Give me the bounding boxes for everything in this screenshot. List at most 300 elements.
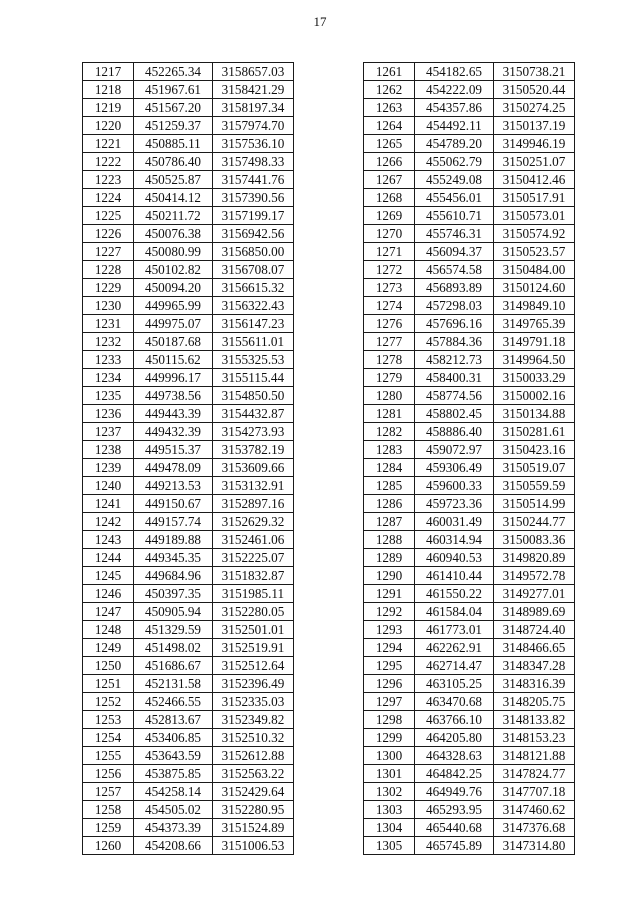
x-coordinate-cell: 450115.62 bbox=[134, 351, 213, 369]
table-row bbox=[364, 585, 575, 603]
table-row bbox=[83, 207, 294, 225]
y-coordinate-cell: 3147314.80 bbox=[494, 837, 575, 855]
y-coordinate-cell: 3150002.16 bbox=[494, 387, 575, 405]
point-number-cell: 1296 bbox=[364, 675, 415, 693]
table-row bbox=[364, 81, 575, 99]
page-number: 17 bbox=[313, 14, 327, 29]
table-row bbox=[364, 441, 575, 459]
point-number-cell: 1258 bbox=[83, 801, 134, 819]
y-coordinate-cell: 3147460.62 bbox=[494, 801, 575, 819]
point-number-cell: 1221 bbox=[83, 135, 134, 153]
y-coordinate-cell: 3156708.07 bbox=[213, 261, 294, 279]
x-coordinate-cell: 464205.80 bbox=[415, 729, 494, 747]
point-number-cell: 1279 bbox=[364, 369, 415, 387]
table-row bbox=[83, 135, 294, 153]
x-coordinate-cell: 459306.49 bbox=[415, 459, 494, 477]
point-number-cell: 1233 bbox=[83, 351, 134, 369]
y-coordinate-cell: 3156147.23 bbox=[213, 315, 294, 333]
table-row bbox=[83, 621, 294, 639]
x-coordinate-cell: 457884.36 bbox=[415, 333, 494, 351]
point-number-cell: 1288 bbox=[364, 531, 415, 549]
table-row bbox=[83, 783, 294, 801]
table-row bbox=[364, 333, 575, 351]
y-coordinate-cell: 3150137.19 bbox=[494, 117, 575, 135]
y-coordinate-cell: 3148724.40 bbox=[494, 621, 575, 639]
table-row bbox=[364, 225, 575, 243]
table-row bbox=[83, 171, 294, 189]
x-coordinate-cell: 449432.39 bbox=[134, 423, 213, 441]
y-coordinate-cell: 3148989.69 bbox=[494, 603, 575, 621]
x-coordinate-cell: 450905.94 bbox=[134, 603, 213, 621]
coordinates-table-right bbox=[363, 62, 575, 855]
x-coordinate-cell: 453875.85 bbox=[134, 765, 213, 783]
table-row bbox=[364, 351, 575, 369]
x-coordinate-cell: 451686.67 bbox=[134, 657, 213, 675]
y-coordinate-cell: 3149964.50 bbox=[494, 351, 575, 369]
point-number-cell: 1247 bbox=[83, 603, 134, 621]
table-row bbox=[83, 747, 294, 765]
point-number-cell: 1237 bbox=[83, 423, 134, 441]
point-number-cell: 1266 bbox=[364, 153, 415, 171]
point-number-cell: 1231 bbox=[83, 315, 134, 333]
table-row bbox=[83, 333, 294, 351]
y-coordinate-cell: 3150083.36 bbox=[494, 531, 575, 549]
y-coordinate-cell: 3150519.07 bbox=[494, 459, 575, 477]
point-number-cell: 1290 bbox=[364, 567, 415, 585]
y-coordinate-cell: 3152429.64 bbox=[213, 783, 294, 801]
y-coordinate-cell: 3149849.10 bbox=[494, 297, 575, 315]
y-coordinate-cell: 3153782.19 bbox=[213, 441, 294, 459]
x-coordinate-cell: 455610.71 bbox=[415, 207, 494, 225]
table-row bbox=[83, 81, 294, 99]
table-row bbox=[364, 135, 575, 153]
x-coordinate-cell: 450102.82 bbox=[134, 261, 213, 279]
point-number-cell: 1250 bbox=[83, 657, 134, 675]
table-row bbox=[83, 261, 294, 279]
point-number-cell: 1276 bbox=[364, 315, 415, 333]
point-number-cell: 1222 bbox=[83, 153, 134, 171]
table-row bbox=[364, 243, 575, 261]
point-number-cell: 1236 bbox=[83, 405, 134, 423]
table-row bbox=[364, 153, 575, 171]
x-coordinate-cell: 454258.14 bbox=[134, 783, 213, 801]
y-coordinate-cell: 3156850.00 bbox=[213, 243, 294, 261]
point-number-cell: 1260 bbox=[83, 837, 134, 855]
table-row bbox=[83, 585, 294, 603]
x-coordinate-cell: 450885.11 bbox=[134, 135, 213, 153]
y-coordinate-cell: 3150514.99 bbox=[494, 495, 575, 513]
table-row bbox=[83, 693, 294, 711]
table-row bbox=[364, 63, 575, 81]
x-coordinate-cell: 449213.53 bbox=[134, 477, 213, 495]
table-row bbox=[364, 279, 575, 297]
y-coordinate-cell: 3150523.57 bbox=[494, 243, 575, 261]
point-number-cell: 1293 bbox=[364, 621, 415, 639]
y-coordinate-cell: 3150559.59 bbox=[494, 477, 575, 495]
x-coordinate-cell: 450397.35 bbox=[134, 585, 213, 603]
point-number-cell: 1277 bbox=[364, 333, 415, 351]
point-number-cell: 1228 bbox=[83, 261, 134, 279]
point-number-cell: 1232 bbox=[83, 333, 134, 351]
point-number-cell: 1264 bbox=[364, 117, 415, 135]
table-row bbox=[83, 729, 294, 747]
x-coordinate-cell: 454182.65 bbox=[415, 63, 494, 81]
x-coordinate-cell: 453643.59 bbox=[134, 747, 213, 765]
y-coordinate-cell: 3154850.50 bbox=[213, 387, 294, 405]
table-row bbox=[364, 261, 575, 279]
table-row bbox=[83, 387, 294, 405]
table-row bbox=[83, 603, 294, 621]
y-coordinate-cell: 3148133.82 bbox=[494, 711, 575, 729]
x-coordinate-cell: 461584.04 bbox=[415, 603, 494, 621]
table-row bbox=[364, 747, 575, 765]
point-number-cell: 1259 bbox=[83, 819, 134, 837]
point-number-cell: 1254 bbox=[83, 729, 134, 747]
y-coordinate-cell: 3158197.34 bbox=[213, 99, 294, 117]
x-coordinate-cell: 451329.59 bbox=[134, 621, 213, 639]
y-coordinate-cell: 3149277.01 bbox=[494, 585, 575, 603]
y-coordinate-cell: 3150484.00 bbox=[494, 261, 575, 279]
x-coordinate-cell: 461410.44 bbox=[415, 567, 494, 585]
point-number-cell: 1305 bbox=[364, 837, 415, 855]
x-coordinate-cell: 456893.89 bbox=[415, 279, 494, 297]
y-coordinate-cell: 3147376.68 bbox=[494, 819, 575, 837]
point-number-cell: 1284 bbox=[364, 459, 415, 477]
y-coordinate-cell: 3156615.32 bbox=[213, 279, 294, 297]
point-number-cell: 1273 bbox=[364, 279, 415, 297]
x-coordinate-cell: 463105.25 bbox=[415, 675, 494, 693]
table-row bbox=[83, 675, 294, 693]
table-row bbox=[83, 297, 294, 315]
y-coordinate-cell: 3150574.92 bbox=[494, 225, 575, 243]
table-row bbox=[364, 495, 575, 513]
y-coordinate-cell: 3158421.29 bbox=[213, 81, 294, 99]
x-coordinate-cell: 454222.09 bbox=[415, 81, 494, 99]
x-coordinate-cell: 464842.25 bbox=[415, 765, 494, 783]
x-coordinate-cell: 460314.94 bbox=[415, 531, 494, 549]
x-coordinate-cell: 454789.20 bbox=[415, 135, 494, 153]
point-number-cell: 1245 bbox=[83, 567, 134, 585]
y-coordinate-cell: 3151985.11 bbox=[213, 585, 294, 603]
point-number-cell: 1238 bbox=[83, 441, 134, 459]
point-number-cell: 1294 bbox=[364, 639, 415, 657]
y-coordinate-cell: 3152280.05 bbox=[213, 603, 294, 621]
point-number-cell: 1227 bbox=[83, 243, 134, 261]
x-coordinate-cell: 449975.07 bbox=[134, 315, 213, 333]
coordinates-table-left bbox=[82, 62, 294, 855]
x-coordinate-cell: 456574.58 bbox=[415, 261, 494, 279]
x-coordinate-cell: 449684.96 bbox=[134, 567, 213, 585]
point-number-cell: 1291 bbox=[364, 585, 415, 603]
table-row bbox=[83, 711, 294, 729]
y-coordinate-cell: 3151524.89 bbox=[213, 819, 294, 837]
y-coordinate-cell: 3148347.28 bbox=[494, 657, 575, 675]
point-number-cell: 1265 bbox=[364, 135, 415, 153]
table-row bbox=[83, 837, 294, 855]
y-coordinate-cell: 3156942.56 bbox=[213, 225, 294, 243]
table-row bbox=[364, 783, 575, 801]
point-number-cell: 1255 bbox=[83, 747, 134, 765]
y-coordinate-cell: 3149820.89 bbox=[494, 549, 575, 567]
x-coordinate-cell: 452813.67 bbox=[134, 711, 213, 729]
x-coordinate-cell: 451567.20 bbox=[134, 99, 213, 117]
table-row bbox=[83, 801, 294, 819]
point-number-cell: 1253 bbox=[83, 711, 134, 729]
x-coordinate-cell: 461550.22 bbox=[415, 585, 494, 603]
table-row bbox=[83, 369, 294, 387]
x-coordinate-cell: 449189.88 bbox=[134, 531, 213, 549]
table-row bbox=[364, 405, 575, 423]
x-coordinate-cell: 451967.61 bbox=[134, 81, 213, 99]
x-coordinate-cell: 449345.35 bbox=[134, 549, 213, 567]
y-coordinate-cell: 3154273.93 bbox=[213, 423, 294, 441]
y-coordinate-cell: 3148316.39 bbox=[494, 675, 575, 693]
x-coordinate-cell: 462262.91 bbox=[415, 639, 494, 657]
point-number-cell: 1300 bbox=[364, 747, 415, 765]
point-number-cell: 1219 bbox=[83, 99, 134, 117]
x-coordinate-cell: 457696.16 bbox=[415, 315, 494, 333]
y-coordinate-cell: 3152501.01 bbox=[213, 621, 294, 639]
point-number-cell: 1303 bbox=[364, 801, 415, 819]
point-number-cell: 1244 bbox=[83, 549, 134, 567]
table-row bbox=[83, 315, 294, 333]
point-number-cell: 1301 bbox=[364, 765, 415, 783]
point-number-cell: 1217 bbox=[83, 63, 134, 81]
x-coordinate-cell: 449738.56 bbox=[134, 387, 213, 405]
y-coordinate-cell: 3150124.60 bbox=[494, 279, 575, 297]
point-number-cell: 1272 bbox=[364, 261, 415, 279]
y-coordinate-cell: 3152897.16 bbox=[213, 495, 294, 513]
x-coordinate-cell: 450414.12 bbox=[134, 189, 213, 207]
x-coordinate-cell: 460031.49 bbox=[415, 513, 494, 531]
table-row bbox=[83, 657, 294, 675]
y-coordinate-cell: 3150033.29 bbox=[494, 369, 575, 387]
table-row bbox=[83, 549, 294, 567]
x-coordinate-cell: 455249.08 bbox=[415, 171, 494, 189]
table-row bbox=[83, 153, 294, 171]
table-row bbox=[83, 495, 294, 513]
y-coordinate-cell: 3150520.44 bbox=[494, 81, 575, 99]
coordinates-table-left-body bbox=[83, 63, 294, 855]
point-number-cell: 1269 bbox=[364, 207, 415, 225]
point-number-cell: 1274 bbox=[364, 297, 415, 315]
y-coordinate-cell: 3149572.78 bbox=[494, 567, 575, 585]
point-number-cell: 1220 bbox=[83, 117, 134, 135]
point-number-cell: 1267 bbox=[364, 171, 415, 189]
x-coordinate-cell: 449965.99 bbox=[134, 297, 213, 315]
table-row bbox=[83, 63, 294, 81]
y-coordinate-cell: 3151832.87 bbox=[213, 567, 294, 585]
y-coordinate-cell: 3149946.19 bbox=[494, 135, 575, 153]
point-number-cell: 1226 bbox=[83, 225, 134, 243]
x-coordinate-cell: 452131.58 bbox=[134, 675, 213, 693]
point-number-cell: 1241 bbox=[83, 495, 134, 513]
table-row bbox=[364, 837, 575, 855]
x-coordinate-cell: 465745.89 bbox=[415, 837, 494, 855]
point-number-cell: 1287 bbox=[364, 513, 415, 531]
table-row bbox=[83, 243, 294, 261]
x-coordinate-cell: 464328.63 bbox=[415, 747, 494, 765]
point-number-cell: 1298 bbox=[364, 711, 415, 729]
table-row bbox=[364, 675, 575, 693]
y-coordinate-cell: 3152225.07 bbox=[213, 549, 294, 567]
point-number-cell: 1261 bbox=[364, 63, 415, 81]
point-number-cell: 1268 bbox=[364, 189, 415, 207]
table-row bbox=[364, 531, 575, 549]
table-row bbox=[364, 549, 575, 567]
x-coordinate-cell: 450211.72 bbox=[134, 207, 213, 225]
y-coordinate-cell: 3152461.06 bbox=[213, 531, 294, 549]
x-coordinate-cell: 454208.66 bbox=[134, 837, 213, 855]
table-row bbox=[83, 765, 294, 783]
y-coordinate-cell: 3152349.82 bbox=[213, 711, 294, 729]
y-coordinate-cell: 3157390.56 bbox=[213, 189, 294, 207]
x-coordinate-cell: 450076.38 bbox=[134, 225, 213, 243]
x-coordinate-cell: 450525.87 bbox=[134, 171, 213, 189]
point-number-cell: 1246 bbox=[83, 585, 134, 603]
x-coordinate-cell: 452466.55 bbox=[134, 693, 213, 711]
table-row bbox=[83, 459, 294, 477]
table-row bbox=[364, 765, 575, 783]
x-coordinate-cell: 459723.36 bbox=[415, 495, 494, 513]
point-number-cell: 1249 bbox=[83, 639, 134, 657]
table-row bbox=[364, 315, 575, 333]
point-number-cell: 1223 bbox=[83, 171, 134, 189]
point-number-cell: 1289 bbox=[364, 549, 415, 567]
table-row bbox=[83, 567, 294, 585]
x-coordinate-cell: 462714.47 bbox=[415, 657, 494, 675]
x-coordinate-cell: 450187.68 bbox=[134, 333, 213, 351]
table-row bbox=[364, 603, 575, 621]
x-coordinate-cell: 450080.99 bbox=[134, 243, 213, 261]
point-number-cell: 1281 bbox=[364, 405, 415, 423]
y-coordinate-cell: 3155611.01 bbox=[213, 333, 294, 351]
x-coordinate-cell: 458886.40 bbox=[415, 423, 494, 441]
y-coordinate-cell: 3158657.03 bbox=[213, 63, 294, 81]
table-row bbox=[83, 639, 294, 657]
table-row bbox=[364, 171, 575, 189]
point-number-cell: 1256 bbox=[83, 765, 134, 783]
y-coordinate-cell: 3157199.17 bbox=[213, 207, 294, 225]
x-coordinate-cell: 457298.03 bbox=[415, 297, 494, 315]
y-coordinate-cell: 3149791.18 bbox=[494, 333, 575, 351]
table-row bbox=[364, 621, 575, 639]
y-coordinate-cell: 3152396.49 bbox=[213, 675, 294, 693]
x-coordinate-cell: 458802.45 bbox=[415, 405, 494, 423]
y-coordinate-cell: 3152612.88 bbox=[213, 747, 294, 765]
table-row bbox=[364, 639, 575, 657]
table-row bbox=[364, 819, 575, 837]
x-coordinate-cell: 454492.11 bbox=[415, 117, 494, 135]
x-coordinate-cell: 454357.86 bbox=[415, 99, 494, 117]
point-number-cell: 1282 bbox=[364, 423, 415, 441]
y-coordinate-cell: 3147707.18 bbox=[494, 783, 575, 801]
x-coordinate-cell: 449515.37 bbox=[134, 441, 213, 459]
y-coordinate-cell: 3147824.77 bbox=[494, 765, 575, 783]
x-coordinate-cell: 458212.73 bbox=[415, 351, 494, 369]
x-coordinate-cell: 459072.97 bbox=[415, 441, 494, 459]
y-coordinate-cell: 3155115.44 bbox=[213, 369, 294, 387]
point-number-cell: 1224 bbox=[83, 189, 134, 207]
point-number-cell: 1229 bbox=[83, 279, 134, 297]
x-coordinate-cell: 450094.20 bbox=[134, 279, 213, 297]
point-number-cell: 1283 bbox=[364, 441, 415, 459]
x-coordinate-cell: 455062.79 bbox=[415, 153, 494, 171]
x-coordinate-cell: 449157.74 bbox=[134, 513, 213, 531]
y-coordinate-cell: 3157498.33 bbox=[213, 153, 294, 171]
y-coordinate-cell: 3152563.22 bbox=[213, 765, 294, 783]
table-row bbox=[364, 387, 575, 405]
y-coordinate-cell: 3148205.75 bbox=[494, 693, 575, 711]
table-row bbox=[364, 711, 575, 729]
y-coordinate-cell: 3150412.46 bbox=[494, 171, 575, 189]
point-number-cell: 1299 bbox=[364, 729, 415, 747]
table-row bbox=[364, 369, 575, 387]
x-coordinate-cell: 449443.39 bbox=[134, 405, 213, 423]
table-row bbox=[364, 99, 575, 117]
x-coordinate-cell: 452265.34 bbox=[134, 63, 213, 81]
x-coordinate-cell: 449996.17 bbox=[134, 369, 213, 387]
y-coordinate-cell: 3153609.66 bbox=[213, 459, 294, 477]
point-number-cell: 1252 bbox=[83, 693, 134, 711]
table-row bbox=[83, 351, 294, 369]
x-coordinate-cell: 449478.09 bbox=[134, 459, 213, 477]
table-row bbox=[364, 567, 575, 585]
point-number-cell: 1242 bbox=[83, 513, 134, 531]
table-row bbox=[364, 693, 575, 711]
x-coordinate-cell: 455456.01 bbox=[415, 189, 494, 207]
point-number-cell: 1257 bbox=[83, 783, 134, 801]
x-coordinate-cell: 463766.10 bbox=[415, 711, 494, 729]
table-row bbox=[83, 99, 294, 117]
y-coordinate-cell: 3152335.03 bbox=[213, 693, 294, 711]
y-coordinate-cell: 3150134.88 bbox=[494, 405, 575, 423]
table-row bbox=[83, 819, 294, 837]
coordinates-table-right-body bbox=[364, 63, 575, 855]
point-number-cell: 1263 bbox=[364, 99, 415, 117]
point-number-cell: 1239 bbox=[83, 459, 134, 477]
y-coordinate-cell: 3154432.87 bbox=[213, 405, 294, 423]
table-row bbox=[83, 441, 294, 459]
table-row bbox=[364, 297, 575, 315]
point-number-cell: 1243 bbox=[83, 531, 134, 549]
y-coordinate-cell: 3150281.61 bbox=[494, 423, 575, 441]
point-number-cell: 1230 bbox=[83, 297, 134, 315]
table-row bbox=[83, 189, 294, 207]
y-coordinate-cell: 3148466.65 bbox=[494, 639, 575, 657]
y-coordinate-cell: 3155325.53 bbox=[213, 351, 294, 369]
point-number-cell: 1271 bbox=[364, 243, 415, 261]
y-coordinate-cell: 3149765.39 bbox=[494, 315, 575, 333]
y-coordinate-cell: 3152280.95 bbox=[213, 801, 294, 819]
point-number-cell: 1225 bbox=[83, 207, 134, 225]
x-coordinate-cell: 463470.68 bbox=[415, 693, 494, 711]
table-row bbox=[364, 423, 575, 441]
point-number-cell: 1286 bbox=[364, 495, 415, 513]
x-coordinate-cell: 450786.40 bbox=[134, 153, 213, 171]
x-coordinate-cell: 454505.02 bbox=[134, 801, 213, 819]
y-coordinate-cell: 3151006.53 bbox=[213, 837, 294, 855]
table-row bbox=[364, 207, 575, 225]
point-number-cell: 1234 bbox=[83, 369, 134, 387]
table-row bbox=[83, 405, 294, 423]
y-coordinate-cell: 3157441.76 bbox=[213, 171, 294, 189]
x-coordinate-cell: 451498.02 bbox=[134, 639, 213, 657]
x-coordinate-cell: 449150.67 bbox=[134, 495, 213, 513]
y-coordinate-cell: 3152629.32 bbox=[213, 513, 294, 531]
point-number-cell: 1295 bbox=[364, 657, 415, 675]
x-coordinate-cell: 461773.01 bbox=[415, 621, 494, 639]
